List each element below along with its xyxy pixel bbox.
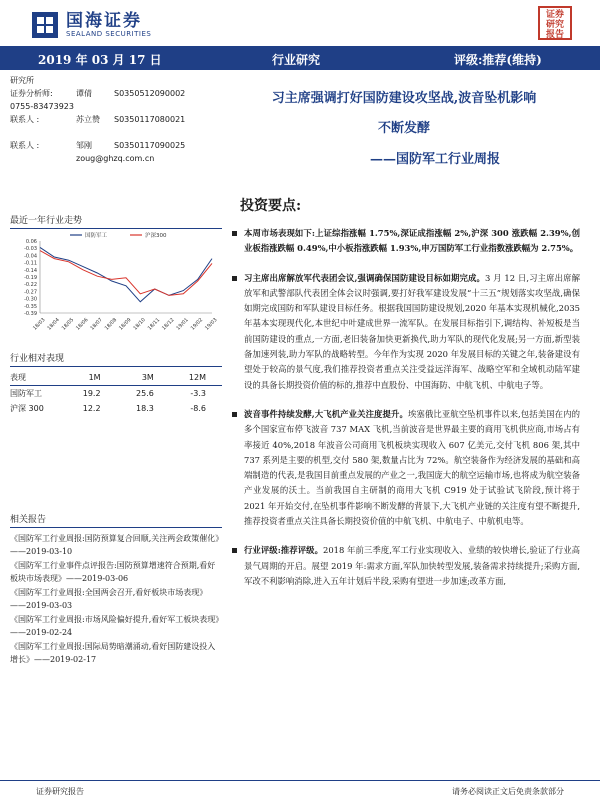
y-tick-label: -0.27 xyxy=(24,289,37,296)
report-subtitle: ——国防军工行业周报 xyxy=(369,152,500,167)
bullet-rating: 行业评级:推荐评级。2018 年前三季度,军工行业实现收入、业绩的较快增长,验证了行业高景气周期的开启。展望 2019 年:需求方面,军队加快转型发展,装备需求持续提升;采购方面,军改不利影响消除,进入五年计划后半段,采购有望进一步加速;改革方面, xyxy=(228,543,580,589)
footer-left: 证券研究报告 xyxy=(36,787,84,796)
header-banner xyxy=(0,46,600,70)
list-item[interactable]: 《国防军工行业事件点评报告:国防预算增速符合预期,看好板块市场表现》——2019-03-06 xyxy=(10,561,216,583)
table-row: 国防军工 19.2 25.6 -3.3 xyxy=(10,389,206,398)
left-sidebar xyxy=(10,74,222,667)
related-reports xyxy=(10,532,222,666)
bullet-boeing: 波音事件持续发酵,大飞机产业关注度提升。埃塞俄比亚航空坠机事件以来,包括美国在内的多个国家宣布停飞波音 737 MAX 飞机,当前波音是世界最主要的商用飞机供应商,市场占有率接近 40%,2018 年波音公司商用飞机板块实现收入 607 亿美元,交付飞机 806 架,其中 737 系列是主要的机型,交付 580 架,数量占比为 72%。航空装备作为经济发展的基础和高端制造的代表,是我国目前重点发展的产业之一,我国庞大的航空运输市场,也将成为航空装备产业发展的沃土。当前我国自主研制的商用大飞机 C919 处于试验试飞阶段,预计将于 2021 年开始交付,在坠机事件影响不断发酵的背景下,大飞机产业链的关注度有望不断提升,推荐投资者重点关注具备长期投资价值的中航飞机、中航电子、中航机电等。 xyxy=(228,407,580,529)
legend-label: 沪深300 xyxy=(145,233,167,239)
y-tick-label: -0.39 xyxy=(24,311,37,317)
logo-mark-icon xyxy=(30,10,60,40)
list-item[interactable]: 《国防军工行业周报:国防预算复合回顺,关注两会政策催化》——2019-03-10 xyxy=(10,534,220,556)
x-tick-label: 18/03 xyxy=(32,317,47,332)
footer-disclaimer: 请务必阅读正文后免责条款部分 xyxy=(452,787,564,796)
y-tick-label: -0.14 xyxy=(24,267,37,274)
main-content xyxy=(228,74,580,589)
page-footer xyxy=(0,780,600,800)
y-tick-label: -0.30 xyxy=(24,296,37,303)
x-tick-label: 19/03 xyxy=(204,317,219,332)
list-item[interactable]: 《国防军工行业周报:全国两会召开,看好板块市场表现》——2019-03-03 xyxy=(10,588,208,610)
y-tick-label: -0.35 xyxy=(24,303,37,310)
x-tick-label: 18/10 xyxy=(132,317,147,332)
trend-chart-svg xyxy=(10,229,222,337)
x-tick-label: 18/08 xyxy=(103,317,119,332)
bullet-defense: 习主席出席解放军代表团会议,强调确保国防建设目标如期完成。3 月 12 日,习主席出席解放军和武警部队代表团全体会议时强调,要打好我军建设发展“十三五”规划落实攻坚战,确保如期完成国防和军队建设目标任务。根据我国国防建设规划,2020 年基本实现机械化,2035 年基本实现现代化,本世纪中叶建成世界一流军队。在发展目标指引下,调结构、补短板是当前国防建设的重点,一方面,老旧装备加快更新换代,助力军队的现代化发展;另一方面,新型装备加速列装,助力军队的战略转型。今年作为实现 2020 年发展目标的关键之年,装备建设有望处于较高的景气度,我们推荐投资者重点关注受益远洋海军、战略空军和全域机动陆军建设的具备长期投资价值的标的,推荐中直股份、中国海防、中航飞机、中航电子等。 xyxy=(228,271,580,393)
analyst-section-label: 研究所 xyxy=(10,76,34,85)
y-tick-label: -0.04 xyxy=(24,253,37,260)
x-tick-label: 18/12 xyxy=(161,317,176,332)
performance-title: 行业相对表现 xyxy=(10,351,222,367)
series-line-0 xyxy=(40,247,212,301)
analyst-row: 联系人 : 苏立赞 S0350117080021 xyxy=(10,115,186,124)
performance-table xyxy=(10,370,222,416)
report-stamp: 证券研究报告 xyxy=(538,6,572,40)
y-tick-label: -0.19 xyxy=(24,275,37,281)
x-tick-label: 19/02 xyxy=(189,317,205,332)
x-tick-label: 18/11 xyxy=(146,317,162,332)
logo-name-en: SEALAND SECURITIES xyxy=(66,29,152,38)
x-tick-label: 18/05 xyxy=(60,317,76,332)
x-tick-label: 18/07 xyxy=(89,317,104,332)
report-date: 2019 年 03 月 17 日 xyxy=(38,53,162,67)
investment-heading: 投资要点: xyxy=(240,198,302,214)
trend-chart xyxy=(10,229,222,337)
logo-name-cn: 国海证券 xyxy=(66,10,142,31)
x-tick-label: 18/06 xyxy=(75,317,90,332)
y-tick-label: -0.11 xyxy=(24,260,37,267)
analyst-row: 证券分析师: 谭倩 S0350512090002 xyxy=(10,89,186,98)
legend-label: 国防军工 xyxy=(85,233,108,239)
analyst-email[interactable]: zoug@ghzq.com.cn xyxy=(76,154,155,163)
report-title: 习主席强调打好国防建设攻坚战,波音坠机影响 不断发酵 xyxy=(271,91,537,136)
trend-title: 最近一年行业走势 xyxy=(10,213,222,229)
list-item[interactable]: 《国防军工行业周报:市场风险偏好提升,看好军工板块表现》——2019-02-24 xyxy=(10,615,220,637)
bullet-market: 本周市场表现如下:上证综指涨幅 1.75%,深证成指涨幅 2%,沪深 300 涨跌幅 2.39%,创业板指涨跌幅 0.49%,中小板指涨跌幅 1.93%,申万国防军工行业指数涨跌幅为 2.75%。 xyxy=(228,226,580,257)
related-title: 相关报告 xyxy=(10,512,222,528)
list-item[interactable]: 《国防军工行业周报:国际局势暗潮涌动,看好国防建设投入增长》——2019-02-17 xyxy=(10,642,216,664)
analyst-phone: 0755-83473923 xyxy=(10,102,74,111)
company-logo xyxy=(30,8,151,42)
x-tick-label: 18/04 xyxy=(46,317,61,332)
y-tick-label: 0.06 xyxy=(25,239,37,245)
report-rating: 评级:推荐(维持) xyxy=(454,53,542,67)
x-tick-label: 19/01 xyxy=(175,317,190,332)
y-tick-label: -0.03 xyxy=(24,246,37,253)
report-type: 行业研究 xyxy=(272,53,321,67)
analyst-row: 联系人 : 邹刚 S0350117090025 xyxy=(10,141,186,150)
table-header-row: 表现 1M 3M 12M xyxy=(10,370,222,386)
x-tick-label: 18/09 xyxy=(118,317,133,332)
table-row: 沪深 300 12.2 18.3 -8.6 xyxy=(10,404,206,413)
y-tick-label: -0.22 xyxy=(24,282,37,289)
analyst-info xyxy=(10,74,222,165)
